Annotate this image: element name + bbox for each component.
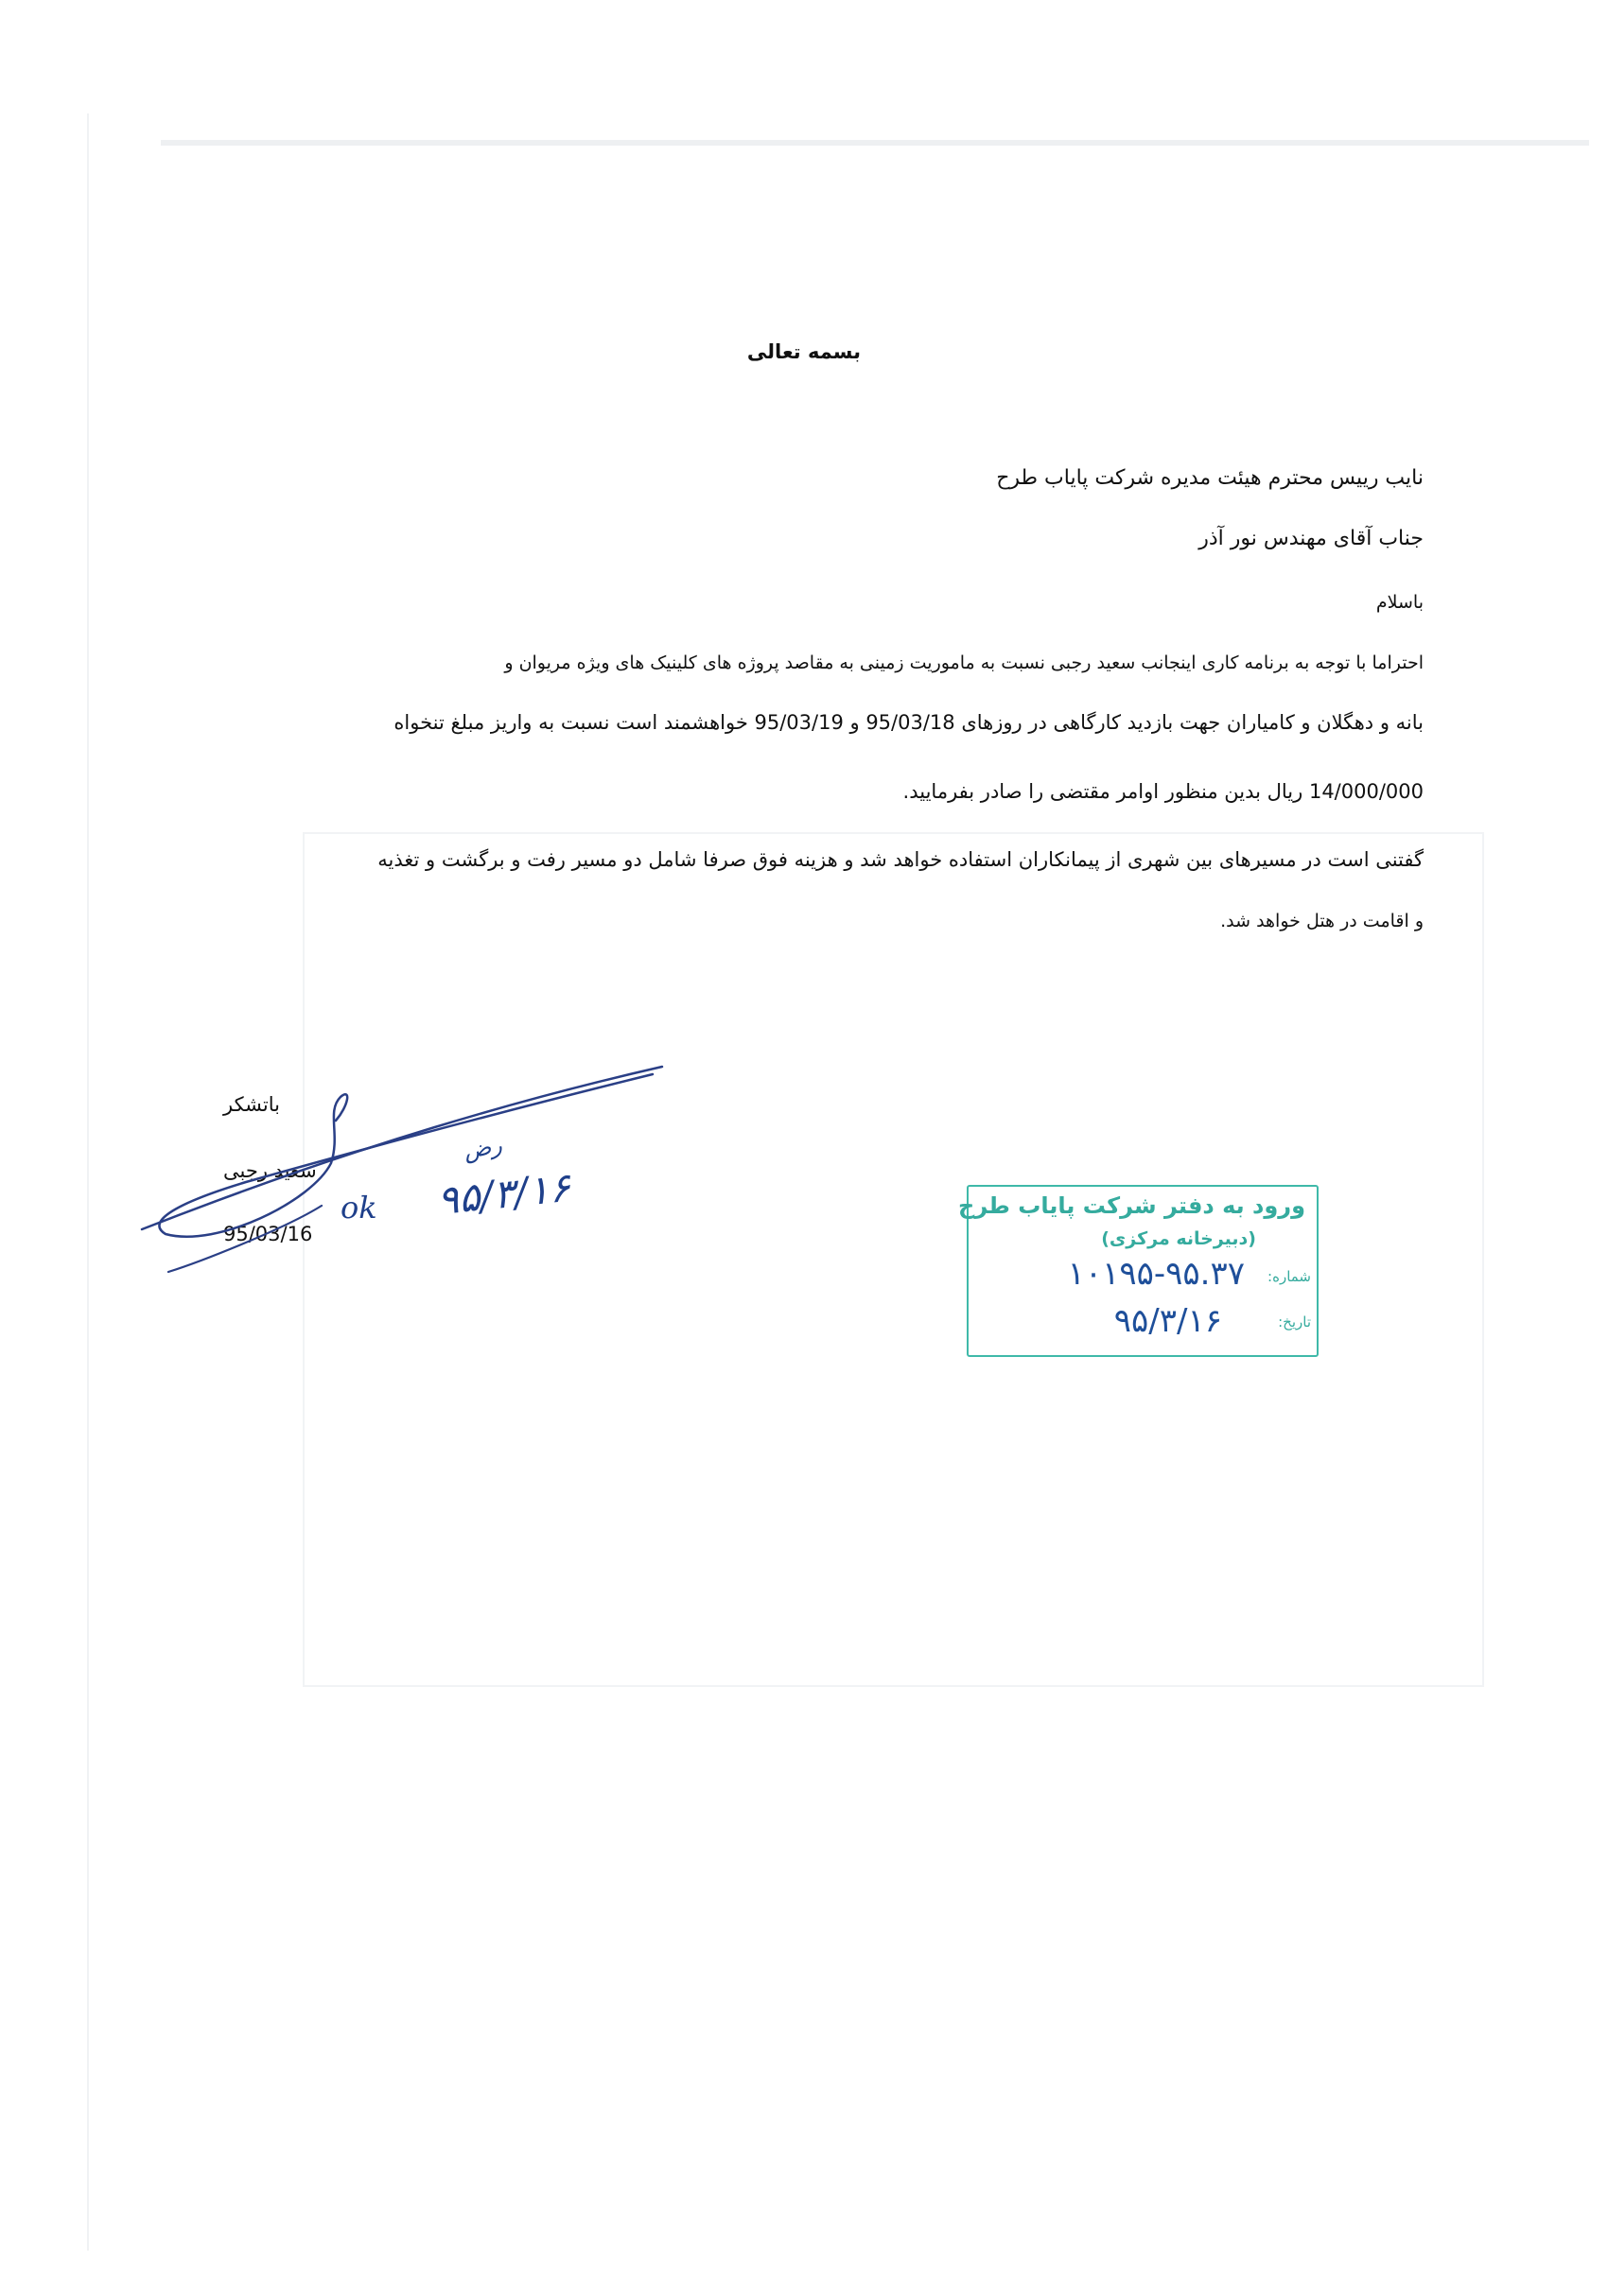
stamp-title: ورود به دفتر شرکت پایاب طرح: [958, 1192, 1305, 1219]
body-line: گفتنی است در مسیرهای بین شهری از پیمانکاران استفاده خواهد شد و هزینه فوق صرفا شامل دو مسیر رفت و برگشت و تغذیه: [377, 848, 1424, 871]
recipient-name: جناب آقای مهندس نور آذر: [1198, 527, 1424, 550]
stamp-subtitle: (دبیرخانه مرکزی): [1101, 1228, 1256, 1249]
body-line: و اقامت در هتل خواهد شد.: [1220, 911, 1424, 931]
body-line: بانه و دهگلان و کامیاران جهت بازدید کارگاهی در روزهای 95/03/18 و 95/03/19 خواهشمند است نسبت به واریز مبلغ تنخواه: [393, 711, 1424, 734]
body-line: 14/000/000 ریال بدین منظور اوامر مقتضی را صادر بفرمایید.: [902, 780, 1424, 803]
letter-heading: بسمه تعالی: [746, 340, 862, 363]
handwritten-code: ok: [341, 1190, 377, 1226]
signer-name: سعید رجبی: [223, 1159, 317, 1182]
stamp-number-value: ۱۰۱۹۵-۹۵.۳۷: [1067, 1255, 1245, 1293]
stamp-date-label: تاریخ:: [1278, 1313, 1311, 1331]
stamp-date-value: ۹۵/۳/۱۶: [1113, 1302, 1222, 1340]
letter-date: 95/03/16: [223, 1223, 313, 1245]
greeting: باسلام: [1375, 592, 1424, 613]
handwritten-date: ۹۵/۳/۱۶: [434, 1163, 573, 1225]
signature-stroke: [159, 1074, 653, 1237]
stamp-number-label: شماره:: [1267, 1268, 1311, 1285]
signature-stroke: [168, 1206, 322, 1272]
entry-stamp: [958, 1185, 1319, 1357]
handwritten-mark: رض: [461, 1131, 504, 1165]
recipient-title: نایب رییس محترم هیئت مدیره شرکت پایاب طرح: [996, 466, 1424, 490]
closing-thanks: باتشکر: [223, 1093, 281, 1116]
body-line: احتراما با توجه به برنامه کاری اینجانب سعید رجبی نسبت به ماموریت زمینی به مقاصد پروژه های کلینیک های ویژه مریوان و: [504, 652, 1424, 673]
